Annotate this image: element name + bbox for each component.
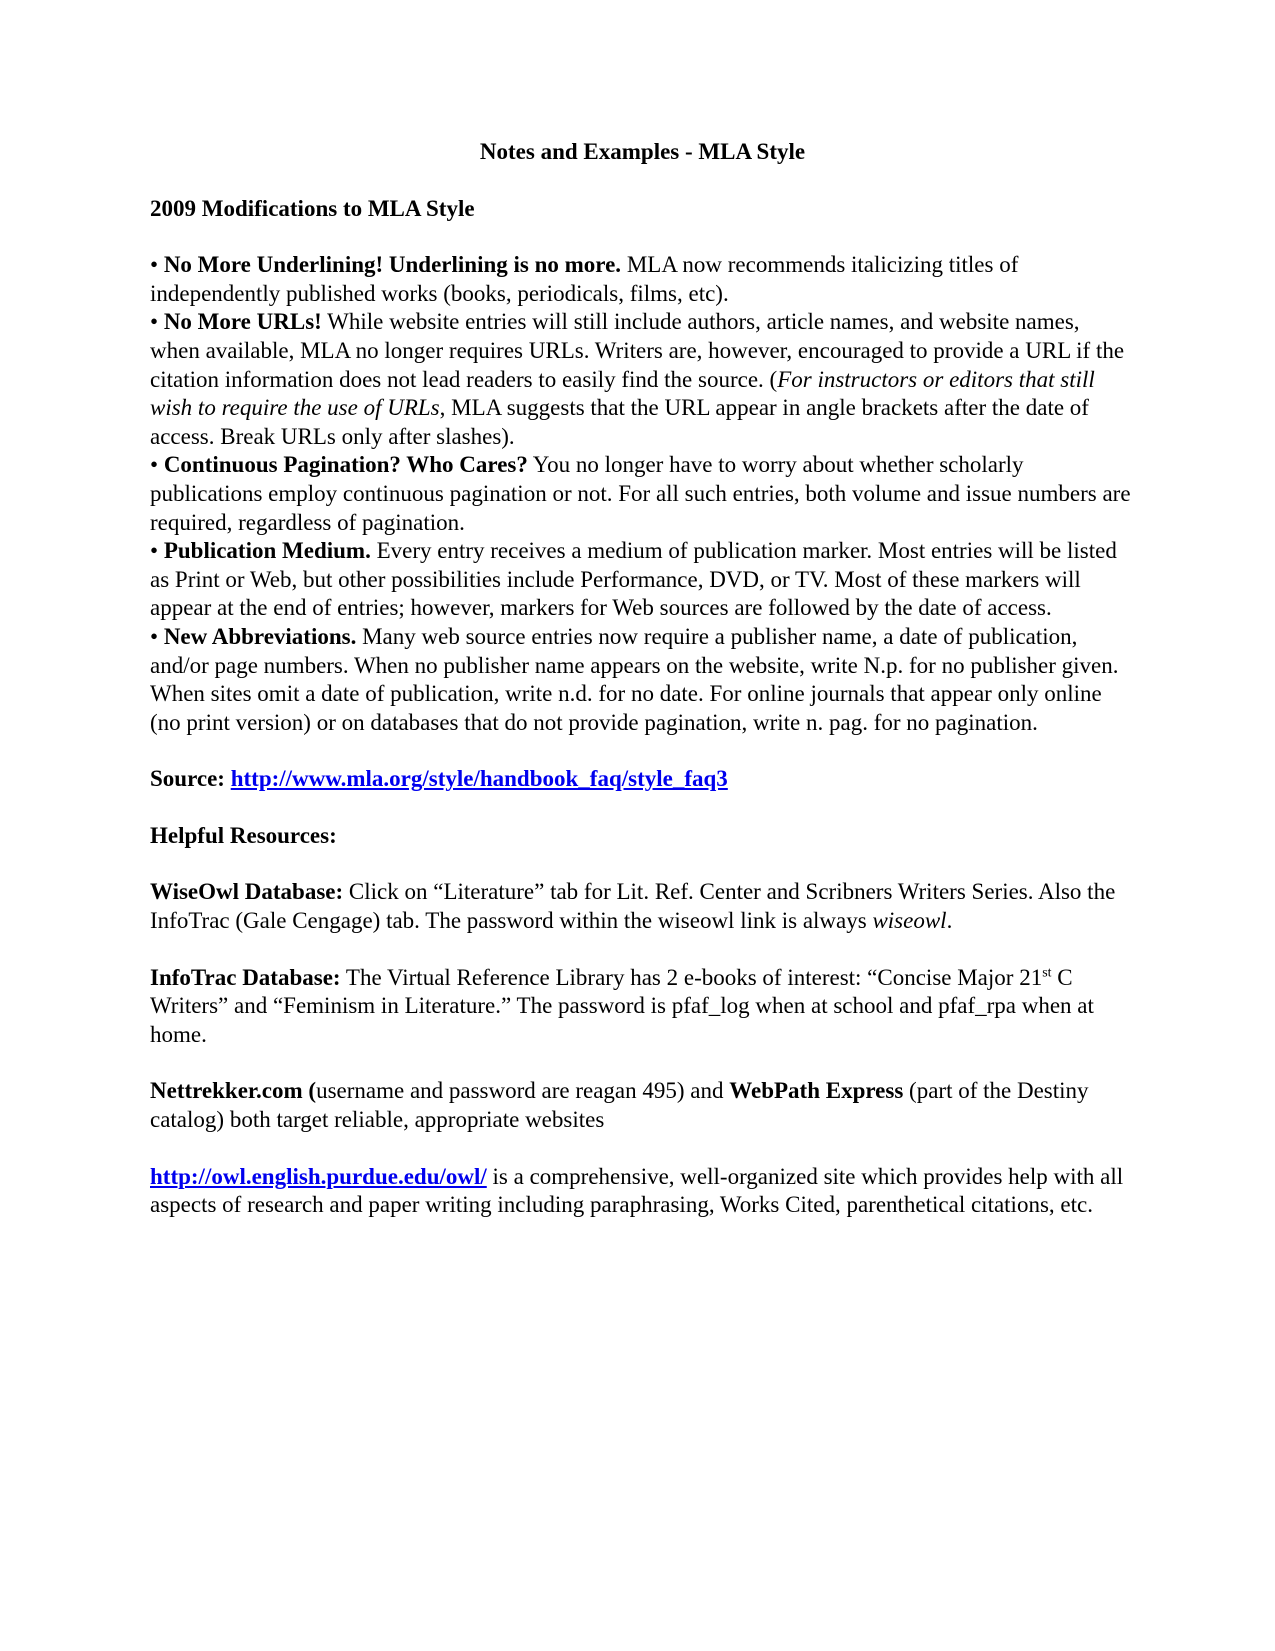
- bullet-italic-text: For instructors or editors that still wish to require the use of URLs: [150, 366, 1095, 421]
- resources-heading: Helpful Resources:: [150, 822, 337, 848]
- wiseowl-text: Click on “Literature” tab for Lit. Ref. Center and Scribners Writers Series. Also the InfoTrac (Gale Cengage) tab. The password within the wiseowl link is always: [150, 879, 1116, 934]
- bullet-text: Many web source entries now require a publisher name, a date of publication, and/or page numbers. When no publisher name appears on the website, write N.p. for no publisher given. When sites omit a date of publication, write n.d. for no date. For online journals that appear only online (no print version) or on databases that do not provide pagination, write n. pag. for no pagination.: [150, 623, 1119, 735]
- infotrac-text-after: C Writers” and “Feminism in Literature.” The password is pfaf_log when at school and pfaf_rpa when at home.: [150, 964, 1094, 1047]
- bullet-lead: No More URLs!: [163, 309, 322, 335]
- source-label: Source:: [150, 766, 231, 792]
- modifications-list: [150, 251, 1135, 737]
- owl-link[interactable]: http://owl.english.purdue.edu/owl/: [150, 1163, 487, 1189]
- document-page: [150, 138, 1135, 1220]
- wiseowl-text-after: .: [946, 908, 953, 934]
- wiseowl-lead: WiseOwl Database:: [150, 879, 344, 905]
- bullet-icon: •: [150, 452, 159, 478]
- infotrac-lead: InfoTrac Database:: [150, 964, 341, 990]
- bullet-lead: New Abbreviations.: [163, 623, 357, 649]
- list-item: [150, 451, 1135, 537]
- modifications-heading: 2009 Modifications to MLA Style: [150, 195, 475, 221]
- nettrekker-text-after: (part of the Destiny catalog) both target reliable, appropriate websites: [150, 1078, 1089, 1133]
- wiseowl-paragraph: [150, 878, 1135, 935]
- nettrekker-lead: Nettrekker.com (: [150, 1078, 317, 1104]
- wiseowl-password: wiseowl: [872, 908, 947, 934]
- nettrekker-text: username and password are reagan 495) and: [316, 1078, 730, 1104]
- source-link[interactable]: http://www.mla.org/style/handbook_faq/style_faq3: [230, 766, 728, 792]
- bullet-lead: Continuous Pagination? Who Cares?: [163, 452, 528, 478]
- list-item: [150, 537, 1135, 623]
- owl-paragraph: [150, 1163, 1135, 1220]
- bullet-text: While website entries will still include authors, article names, and website names, when available, MLA no longer requires URLs. Writers are, however, encouraged to provide a URL if the citation information does not lead readers to easily find the source. (: [150, 309, 1125, 392]
- bullet-lead: No More Underlining! Underlining is no more.: [163, 252, 622, 278]
- list-item: [150, 251, 1135, 308]
- infotrac-superscript: st: [1042, 965, 1052, 980]
- webpath-lead: WebPath Express: [729, 1078, 904, 1104]
- bullet-icon: •: [150, 252, 159, 278]
- bullet-text-after: , MLA suggests that the URL appear in angle brackets after the date of access. Break URLs only after slashes).: [150, 395, 1089, 449]
- bullet-lead: Publication Medium.: [163, 538, 371, 564]
- bullet-icon: •: [150, 309, 159, 335]
- bullet-text: MLA now recommends italicizing titles of independently published works (books, periodicals, films, etc).: [150, 252, 1019, 306]
- list-item: [150, 308, 1135, 451]
- source-line: [150, 765, 1135, 794]
- list-item: [150, 623, 1135, 737]
- infotrac-paragraph: [150, 964, 1135, 1050]
- owl-text: is a comprehensive, well-organized site which provides help with all aspects of research and paper writing including paraphrasing, Works Cited, parenthetical citations, etc.: [150, 1163, 1124, 1218]
- infotrac-text: The Virtual Reference Library has 2 e-books of interest: “Concise Major 21: [340, 964, 1043, 990]
- bullet-text: You no longer have to worry about whether scholarly publications employ continuous pagination or not. For all such entries, both volume and issue numbers are required, regardless of pagination.: [150, 452, 1131, 535]
- bullet-icon: •: [150, 538, 159, 564]
- page-title: Notes and Examples - MLA Style: [479, 139, 806, 164]
- bullet-icon: •: [150, 623, 159, 649]
- bullet-text: Every entry receives a medium of publication marker. Most entries will be listed as Print or Web, but other possibilities include Performance, DVD, or TV. Most of these markers will appear at the end of entries; however, markers for Web sources are followed by the date of access.: [150, 538, 1117, 621]
- nettrekker-paragraph: [150, 1077, 1135, 1134]
